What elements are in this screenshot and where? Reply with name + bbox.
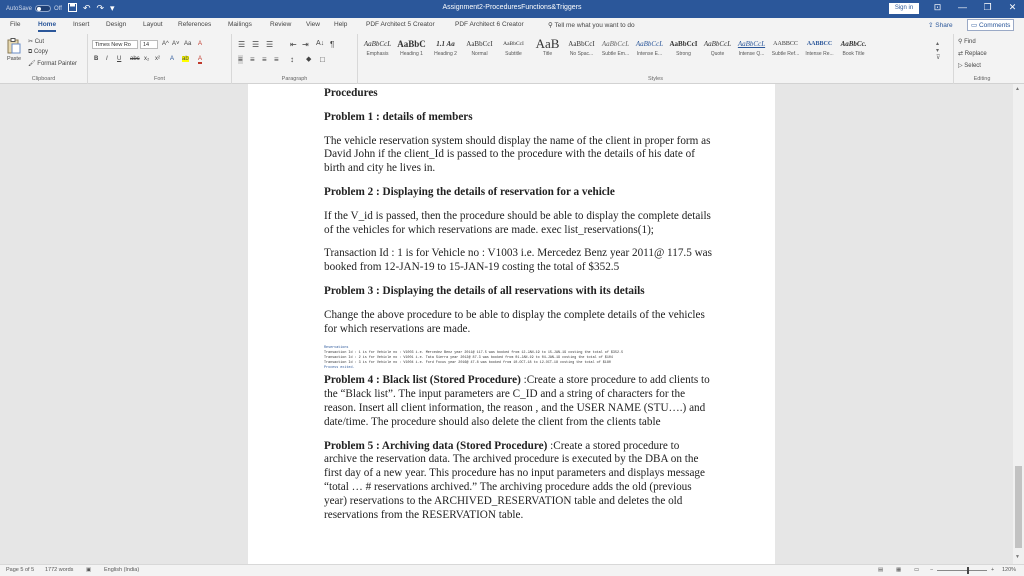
problem-5-title: Problem 5 : Archiving data (Stored Procedure) — [324, 439, 548, 452]
font-size-select[interactable]: 14 — [140, 40, 158, 49]
vertical-scrollbar[interactable] — [1013, 84, 1024, 564]
find-button[interactable]: ⚲ Find — [958, 39, 976, 45]
problem-5-text: :Create a stored procedure to archive the reservation data. The archived procedure is executed by the DBA on the first day of a new year. This procedure has no input parameters and displays message “total … # reservations archived.” The archiving procedure adds the old (previous year) reservations to the ARCHIVED_RESERVATION table and deletes the old reservations from the RESERVATION table. — [324, 439, 705, 521]
code-line: Transaction Id : 1 is for Vehicle no : V1003 i.e. Mercedez Benz year 2011@ 117.5 was booked from 12-JAN-19 to 15-JAN-19 costing the total of $352.5 — [324, 351, 624, 356]
page-count[interactable]: Page 5 of 5 — [6, 567, 35, 573]
tab-view[interactable]: View — [306, 21, 320, 28]
superscript-button[interactable]: x² — [155, 56, 160, 62]
scroll-up-icon[interactable]: ▲ — [1015, 86, 1020, 92]
style-no-spacing[interactable]: AaBbCcI No Spac... — [568, 40, 595, 57]
styles-more-icon[interactable]: ▴ ▾ ⊽ — [936, 41, 941, 61]
search-icon: ⚲ — [958, 39, 965, 45]
tell-me-search[interactable]: ⚲ Tell me what you want to do — [548, 22, 635, 29]
code-line: Transaction Id : 3 is for Vehicle no : V1004 i.e. Ford Focus year 2016@ 47.8 was booked from 10-OCT-18 to 12-OCT-18 costing the total of $180 — [324, 361, 611, 366]
subscript-button[interactable]: x₂ — [144, 56, 150, 62]
problem-2-text: If the V_id is passed, then the procedure should be able to display the complete details of the vehicles for which reservations are made. exec list_reservations(1); — [324, 209, 711, 236]
paste-button[interactable]: Paste — [5, 38, 23, 60]
share-icon: ⇪ — [928, 22, 936, 29]
tab-pdf-architect-6[interactable]: PDF Architect 6 Creator — [455, 21, 524, 28]
comments-button[interactable]: ▭ Comments — [967, 19, 1014, 31]
title-bar — [0, 0, 1024, 18]
tab-file[interactable]: File — [10, 21, 21, 28]
style-title[interactable]: AaB Title — [535, 36, 560, 57]
language[interactable]: English (India) — [104, 567, 140, 573]
tab-pdf-architect-5[interactable]: PDF Architect 5 Creator — [366, 21, 435, 28]
clear-formatting-icon[interactable]: A — [198, 41, 203, 47]
replace-icon: ⇄ — [958, 51, 965, 57]
comment-icon: ▭ — [971, 22, 979, 29]
ribbon — [0, 34, 1024, 84]
underline-button[interactable]: U — [117, 56, 122, 62]
zoom-slider[interactable] — [937, 570, 987, 571]
line-spacing-icon[interactable]: ↕ — [290, 55, 294, 64]
zoom-level[interactable]: 120% — [1002, 567, 1017, 573]
problem-1-text: The vehicle reservation system should display the name of the client in proper form as David John if the client_Id is passed to the procedure with the details of his date of birth and city he lives in. — [324, 134, 711, 175]
decrease-indent-icon[interactable]: ⇤ — [290, 40, 297, 49]
copy-icon: ⧉ — [28, 49, 34, 55]
customize-toolbar-icon[interactable]: ▾ — [110, 3, 115, 13]
justify-icon[interactable]: ≡ — [274, 55, 279, 64]
change-case-icon[interactable]: Aa — [184, 41, 192, 47]
strikethrough-button[interactable]: abc — [130, 56, 140, 62]
shrink-font-icon[interactable]: A˅ — [172, 41, 180, 47]
autosave-toggle[interactable]: AutoSave Off — [6, 5, 62, 12]
align-left-icon[interactable]: ≡ — [238, 55, 243, 64]
style-subtle-reference[interactable]: AABBCC Subtle Ref... — [771, 41, 800, 57]
undo-icon[interactable]: ↶ — [82, 3, 91, 13]
clipboard-group — [0, 34, 88, 84]
copy-button[interactable]: ⧉ Copy — [28, 49, 48, 55]
print-layout-icon[interactable]: ▦ — [896, 567, 902, 573]
sort-icon[interactable]: A↓ — [316, 40, 325, 47]
style-subtle-emphasis[interactable]: AaBbCcL Subtle Em... — [601, 40, 630, 57]
output-screenshot — [324, 346, 714, 371]
minimize-icon[interactable]: — — [958, 2, 967, 12]
problem-1-title: Problem 1 : details of members — [324, 110, 473, 123]
style-intense-emphasis[interactable]: AaBbCcL Intense E... — [635, 40, 664, 57]
style-intense-quote[interactable]: AaBbCcL Intense Q... — [737, 40, 766, 57]
style-heading-1[interactable]: AaBbC Heading 1 — [397, 39, 426, 57]
tab-home[interactable]: Home — [38, 21, 56, 32]
numbering-icon[interactable]: ☰ — [252, 40, 260, 49]
scroll-down-icon[interactable]: ▼ — [1015, 554, 1020, 560]
multilevel-list-icon[interactable]: ☰ — [266, 40, 274, 49]
borders-icon[interactable]: □ — [320, 55, 325, 64]
tab-design[interactable]: Design — [106, 21, 127, 28]
style-intense-reference[interactable]: AABBCC Intense Re... — [805, 41, 834, 57]
document-body[interactable] — [324, 87, 714, 532]
style-normal[interactable]: AaBbCcI Normal — [466, 40, 493, 57]
grow-font-icon[interactable]: A^ — [162, 41, 169, 47]
close-icon[interactable]: ✕ — [1008, 2, 1017, 12]
section-heading: Procedures — [324, 87, 378, 99]
tab-mailings[interactable]: Mailings — [228, 21, 252, 28]
brush-icon: 🖌 — [28, 61, 38, 67]
shading-icon[interactable]: ◆ — [306, 56, 312, 63]
problem-3-title: Problem 3 : Displaying the details of all reservations with its details — [324, 284, 645, 297]
style-heading-2[interactable]: 1.1 Aa Heading 2 — [434, 40, 457, 57]
font-group — [88, 34, 232, 84]
redo-icon[interactable]: ↷ — [96, 3, 105, 13]
restore-icon[interactable]: ❐ — [983, 2, 992, 12]
web-layout-icon[interactable]: ▭ — [914, 567, 920, 573]
ribbon-display-icon[interactable]: ⊡ — [933, 2, 942, 12]
problem-4-text: :Create a store procedure to add clients to the “Black list”. The input parameters are C_ID and a string of characters for the reason. Insert all client information, the reason , and the USER NAME (STU….) and date/time. The procedure should also delete the client from the clients table — [324, 374, 710, 428]
font-label: Font — [153, 76, 165, 82]
zoom-out-button[interactable]: − — [930, 567, 934, 573]
document-title: Assignment2-ProceduresFunctions&Triggers — [442, 4, 582, 11]
style-book-title[interactable]: AaBbCc. Book Title — [840, 40, 867, 57]
cut-button[interactable]: ✂ Cut — [28, 39, 45, 45]
code-line: Transaction Id : 2 is for Vehicle no : V1001 i.e. Tata Sierra year 2012@ 87.3 was booked from 01-JAN-19 to 04-JAN-19 costing the total of $104 — [324, 356, 613, 361]
document-area — [0, 84, 1024, 564]
pilcrow-icon[interactable]: ¶ — [330, 40, 335, 49]
share-button[interactable]: ⇪ Share — [928, 22, 953, 29]
styles-label: Styles — [648, 76, 663, 82]
highlight-icon[interactable]: ab — [182, 56, 189, 62]
style-quote[interactable]: AaBbCcL Quote — [703, 40, 732, 57]
replace-button[interactable]: ⇄ Replace — [958, 51, 987, 57]
code-line: Process exited. — [324, 366, 355, 371]
increase-indent-icon[interactable]: ⇥ — [302, 40, 309, 49]
format-painter-button[interactable]: 🖌 Format Painter — [28, 61, 77, 67]
paragraph-label: Paragraph — [281, 76, 308, 82]
font-name-select[interactable]: Times New Ro — [92, 40, 138, 49]
align-right-icon[interactable]: ≡ — [262, 55, 267, 64]
code-line: Reservations — [324, 346, 349, 351]
document-page[interactable] — [248, 84, 775, 564]
problem-3-text: Change the above procedure to be able to display the complete details of the vehicles for which reservations are made. — [324, 308, 705, 335]
problem-4-title: Problem 4 : Black list (Stored Procedure) — [324, 374, 521, 387]
proofing-icon[interactable]: ▣ — [86, 567, 92, 573]
paragraph-group — [232, 34, 358, 84]
problem-2-example: Transaction Id : 1 is for Vehicle no : V1003 i.e. Mercedez Benz year 2011@ 117.5 was booked from 12-JAN-19 to 15-JAN-19 costing the total of $352.5 — [324, 247, 712, 274]
word-count[interactable]: 1772 words — [45, 567, 74, 573]
window-controls — [925, 2, 1024, 13]
zoom-slider-knob[interactable] — [967, 567, 969, 574]
style-subtitle[interactable]: AaBbCcI Subtitle — [503, 41, 524, 57]
tab-layout[interactable]: Layout — [143, 21, 163, 28]
tab-help[interactable]: Help — [334, 21, 348, 28]
scissors-icon: ✂ — [28, 39, 35, 45]
style-emphasis[interactable]: AaBbCcL Emphasis — [363, 40, 392, 57]
scrollbar-thumb[interactable] — [1015, 466, 1022, 548]
problem-5 — [324, 440, 714, 523]
sign-in-button[interactable]: Sign in — [889, 3, 919, 14]
font-color-icon[interactable]: A — [198, 56, 203, 62]
italic-button[interactable]: I — [106, 56, 108, 62]
editing-group — [954, 34, 1010, 84]
clipboard-label: Clipboard — [31, 76, 56, 82]
text-effects-icon[interactable]: A — [170, 56, 175, 62]
paste-icon — [7, 38, 21, 54]
ribbon-tabs — [0, 18, 1024, 34]
tab-review[interactable]: Review — [270, 21, 292, 28]
tab-insert[interactable]: Insert — [73, 21, 90, 28]
read-mode-icon[interactable]: ▤ — [878, 567, 884, 573]
bullets-icon[interactable]: ☰ — [238, 40, 246, 49]
zoom-in-button[interactable]: + — [991, 567, 995, 573]
tab-references[interactable]: References — [178, 21, 212, 28]
cursor-icon: ▷ — [958, 63, 965, 69]
style-strong[interactable]: AaBbCcI Strong — [669, 40, 698, 57]
status-bar — [0, 564, 1024, 576]
search-icon: ⚲ — [548, 22, 555, 29]
bold-button[interactable]: B — [94, 56, 99, 62]
align-center-icon[interactable]: ≡ — [250, 55, 255, 64]
editing-label: Editing — [973, 76, 991, 82]
styles-group — [358, 34, 954, 84]
select-button[interactable]: ▷ Select — [958, 63, 981, 69]
problem-2-title: Problem 2 : Displaying the details of reservation for a vehicle — [324, 185, 615, 198]
problem-4 — [324, 374, 714, 429]
